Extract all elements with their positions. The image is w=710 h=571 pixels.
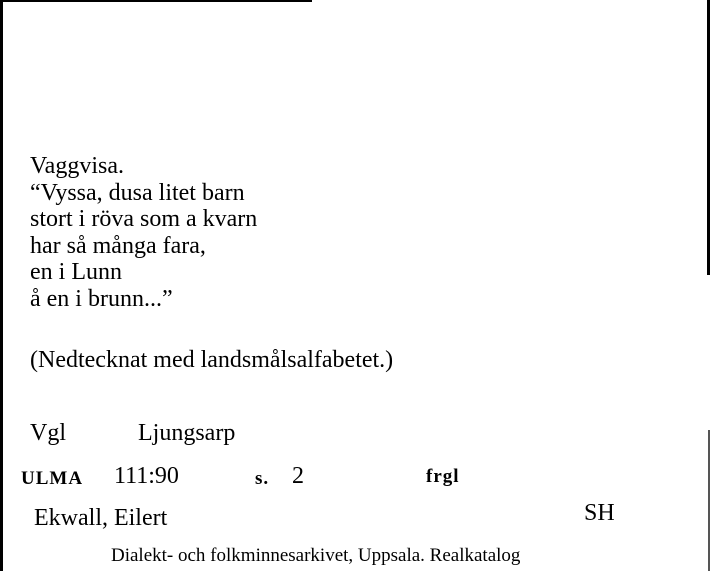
page-label: s. [255, 468, 270, 489]
card-top-border [0, 0, 312, 2]
parish-name: Ljungsarp [138, 420, 236, 446]
archive-code: ULMA [21, 468, 84, 489]
region-code: Vgl [30, 420, 66, 446]
record-type: frgl [426, 466, 460, 487]
collector-initials: SH [584, 500, 615, 526]
poem-line: “Vyssa, dusa litet barn [30, 179, 245, 206]
poem-line: har så många fara, [30, 232, 206, 259]
poem-text [30, 153, 257, 312]
collector-name: Ekwall, Eilert [34, 505, 168, 531]
archive-number: 111:90 [114, 463, 179, 489]
transcription-note: (Nedtecknat med landsmålsalfabetet.) [30, 347, 394, 373]
poem-line: stort i röva som a kvarn [30, 206, 258, 232]
archive-footer: Dialekt- och folkminnesarkivet, Uppsala. Realkatalog [111, 545, 521, 566]
page-number: 2 [292, 463, 304, 489]
card-left-border [0, 0, 3, 571]
poem-title: Vaggvisa. [30, 153, 124, 179]
poem-line: å en i brunn...” [30, 285, 173, 312]
poem-line: en i Lunn [30, 259, 122, 285]
